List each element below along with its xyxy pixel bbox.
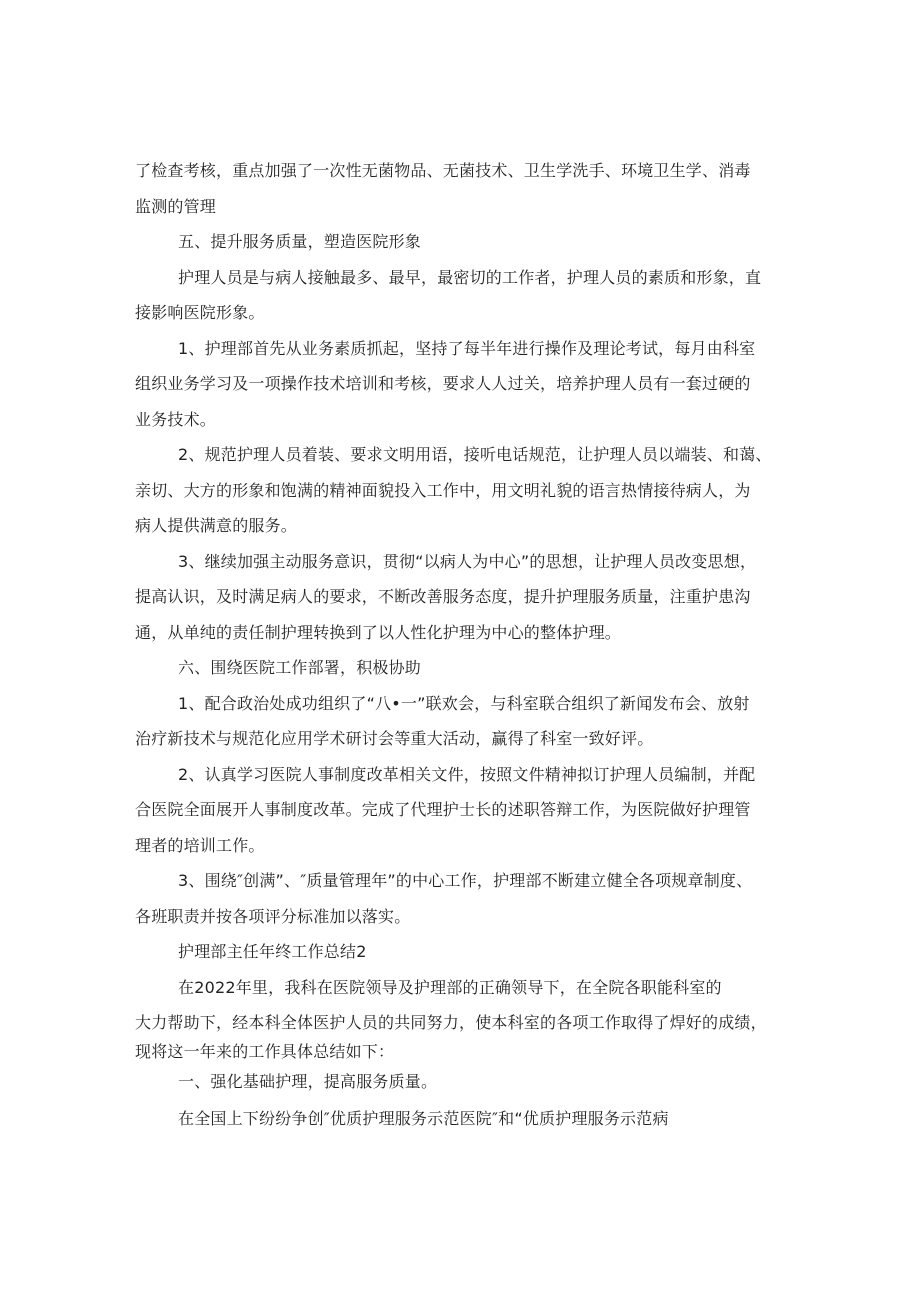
text-line: 1、护理部首先从业务素质抓起，坚持了每半年进行操作及理论考试，每月由科室: [178, 339, 756, 358]
text-line: 合医院全面展开人事制度改革。完成了代理护士长的述职答辩工作，为医院做好护理管: [135, 800, 751, 819]
text-line: 在2022年里，我科在医院领导及护理部的正确领导下，在全院各职能科室的: [178, 978, 722, 997]
text-line: 各班职责并按各项评分标准加以落实。: [135, 907, 411, 926]
text-line: 2、认真学习医院人事制度改革相关文件，按照文件精神拟订护理人员编制，并配: [178, 765, 756, 784]
text-line: 3、继续加强主动服务意识，贯彻“以病人为中心”的思想，让护理人员改变思想，: [178, 552, 757, 571]
text-line: 在全国上下纷纷争创″优质护理服务示范医院″和“优质护理服务示范病: [178, 1109, 669, 1128]
text-line: 组织业务学习及一项操作技术培训和考核，要求人人过关，培养护理人员有一套过硬的: [135, 374, 751, 393]
text-line: 业务技术。: [135, 410, 217, 429]
section-heading: 一、强化基础护理，提高服务质量。: [178, 1072, 438, 1091]
text-line: 接影响医院形象。: [135, 303, 265, 322]
text-line: 2、规范护理人员着装、要求文明用语，接听电话规范，让护理人员以端装、和蔼、: [178, 445, 772, 464]
text-line: 护理人员是与病人接触最多、最早，最密切的工作者，护理人员的素质和形象，直: [178, 268, 762, 287]
document-title: 护理部主任年终工作总结2: [178, 942, 367, 961]
text-line: 理者的培训工作。: [135, 836, 265, 855]
text-line: 3、围绕″创满”、″质量管理年”的中心工作，护理部不断建立健全各项规章制度、: [178, 871, 753, 890]
text-line: 1、配合政治处成功组织了“八•一”联欢会，与科室联合组织了新闻发布会、放射: [178, 694, 750, 713]
section-heading: 六、围绕医院工作部署，积极协助: [178, 658, 422, 677]
text-line: 治疗新技术与规范化应用学术研讨会等重大活动，赢得了科室一致好评。: [135, 729, 654, 748]
text-line: 现将这一年来的工作具体总结如下：: [135, 1042, 395, 1061]
text-line: 病人提供满意的服务。: [135, 516, 298, 535]
text-line: 亲切、大方的形象和饱满的精神面貌投入工作中，用文明礼貌的语言热情接待病人，为: [135, 481, 751, 500]
text-line: 大力帮助下，经本科全体医护人员的共同努力，使本科室的各项工作取得了焊好的成绩，: [135, 1013, 767, 1032]
text-line: 监测的管理: [135, 197, 217, 216]
section-heading: 五、提升服务质量，塑造医院形象: [178, 232, 422, 251]
text-line: 了检查考核，重点加强了一次性无菌物品、无菌技术、卫生学洗手、环境卫生学、消毒: [135, 161, 751, 180]
text-line: 提高认识，及时满足病人的要求，不断改善服务态度，提升护理服务质量，注重护患沟: [135, 587, 751, 606]
text-line: 通，从单纯的责任制护理转换到了以人性化护理为中心的整体护理。: [135, 623, 622, 642]
